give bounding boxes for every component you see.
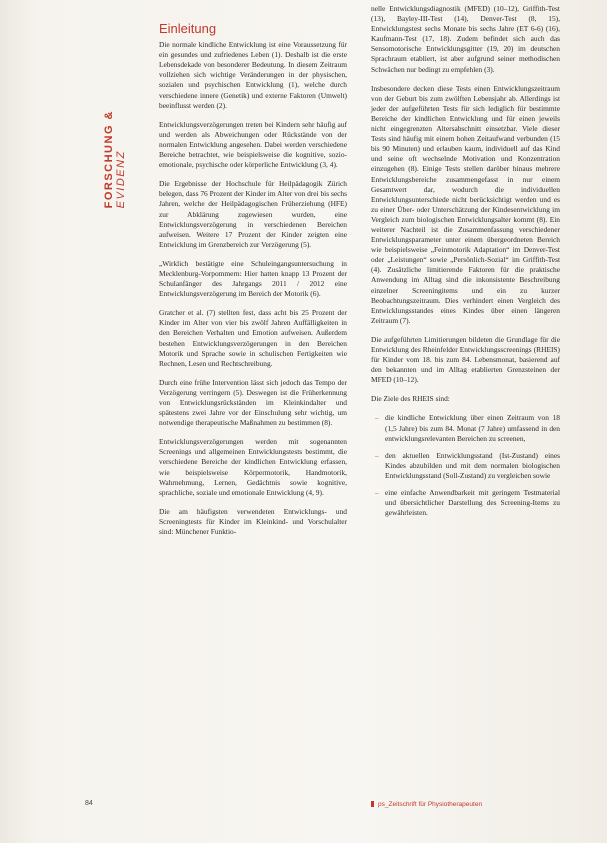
goals-list [371, 413, 560, 518]
paragraph: Die Ergebnisse der Hochschule für Heilpädagogik Zürich belegen, dass 76 Prozent der Kinder im Alter von drei bis sechs Jahren, welche der Heilpädagogischen Früherziehung (HFE) zur Abklärung zugewiesen wurden, eine Entwicklungsverzögerung in verschiedenen Bereichen aufweisen. Weitere 17 Prozent der Kinder zeigten eine Entwicklung im Grenzbereich zur Verzögerung (5). [159, 179, 347, 249]
list-item: – den aktuellen Entwicklungsstand (Ist-Zustand) eines Kindes abzubilden und mit dem normalen biologischen Entwicklungsstand (Soll-Zustand) zu vergleichen sowie [379, 451, 560, 481]
paragraph: Die aufgeführten Limitierungen bildeten die Grundlage für die Entwicklung des Rheinfelder Entwicklungsscreenings (RHEIS) für Kinder vom 18. bis zum 84. Lebensmonat, basierend auf den bekannten und im Alltag etablierten Grenzsteinen der MFED (10–12). [371, 334, 560, 385]
section-label-line1: FORSCHUNG & [103, 110, 115, 209]
paragraph: Die normale kindliche Entwicklung ist eine Voraussetzung für ein gesundes und zufriedenes Leben (1). Deshalb ist die erste Lebensdekade von besonderer Bedeutung. In diesem Zeitraum vollziehen sich wichtige Veränderungen in der physischen, sozialen und psychischen Entwicklung (1), welche durch verschiedene innere (Genetik) und externe Faktoren (Umwelt) beeinflusst werden (2). [159, 40, 347, 110]
footer-marker [371, 801, 374, 807]
section-label-line2: EVIDENZ [115, 150, 127, 209]
paragraph: Insbesondere decken diese Tests einen Entwicklungszeitraum von der Geburt bis zum zwölften Lebensjahr ab. Allerdings ist jeder der aufgeführten Tests für sich lediglich für bestimmte Bereiche der kindlichen Entwicklung und für einen jeweils nicht eingegrenzten Altersabschnitt einsetzbar. Viele dieser Tests sind häufig mit einem hohen Zeitaufwand verbunden (15 bis 90 Minuten) und erlauben kaum, individuell auf das Kind und seine oft wechselnde Motivation und Konzentration einzugehen (8). Einige Tests stellen darüber hinaus mehrere Entwicklungsbereiche zusammengefasst in nur einem Gesamtwert dar, wodurch die individuellen Entwicklungsunterschiede nicht berücksichtigt werden und es zu einer Über- oder Unterschätzung der Kindesentwicklung im Vergleich zum biologischen Entwicklungsalter kommt (8). Ein weiterer Nachteil ist die Zusammenfassung verschiedener Entwicklungsparameter unter einem übergeordneten Bereich wie beispielsweise „Feinmotorik Adaptation“ im Denver-Test oder „Leistungen“ sowie „Persönlich-Sozial“ im Griffith-Test (4). Zusätzliche limitierende Faktoren für die praktische Anwendung im Alltag sind die inkonsistente Beschreibung einzelner Screeningitems und ein zu kurzer Beobachtungszeitraum. Dies verhindert einen Vergleich des Entwicklungsstandes eines Kindes über einen längeren Zeitraum (7). [371, 83, 560, 325]
section-heading: Einleitung [159, 21, 217, 36]
paragraph: „Wirklich bestätigte eine Schuleingangsuntersuchung in Mecklenburg-Vorpommern: Hier hatten knapp 13 Prozent der Schulanfänger des Jahrgangs 2011 / 2012 eine Entwicklungsverzögerung im Bereich der Motorik (6). [159, 258, 347, 299]
paragraph: nelle Entwicklungsdiagnostik (MFED) (10–12), Griffith-Test (13), Bayley-III-Test (14), Denver-Test (8, 15), Entwicklungstest sechs Monate bis sechs Jahre (ET 6-6) (16), Kaufmann-Test (17, 18). Zudem befindet sich auch das Sensomotorische Entwicklungsgitter (19, 20) im deutschen Sprachraum etabliert, ist aber aufgrund seiner methodischen Schwächen nur bedingt zu empfehlen (3). [371, 4, 560, 74]
section-label [103, 110, 127, 208]
page-number: 84 [85, 800, 93, 807]
paragraph: Durch eine frühe Intervention lässt sich jedoch das Tempo der Verzögerung verringern (5). Deswegen ist die Früherkennung von Entwicklungsrückständen im Kleinkindalter und spätestens zwei Jahre vor der Einschulung sehr wichtig, um notwendige therapeutische Maßnahmen zu bestimmen (8). [159, 377, 347, 428]
paragraph: Gratcher et al. (7) stellten fest, dass acht bis 25 Prozent der Kinder im Alter von vier bis zwölf Jahren Auffälligkeiten in den Bereichen Verhalten und Emotion aufweisen. Außerdem bestehen Entwicklungsverzögerungen in den Bereichen Motorik und Sprache sowie in schulischen Fertigkeiten wie Rechnen, Lesen und Rechtschreibung. [159, 308, 347, 368]
right-column [371, 4, 560, 525]
paragraph: Die am häufigsten verwendeten Entwicklungs- und Screeningtests für Kinder im Kleinkind- und Vorschulalter sind: Münchener Funktio- [159, 506, 347, 537]
journal-footer [371, 801, 482, 808]
paragraph: Die Ziele des RHEIS sind: [371, 394, 450, 404]
paragraph: Entwicklungsverzögerungen werden mit sogenannten Screenings und allgemeinen Entwicklungstests bestimmt, die verschiedene Bereiche der kindlichen Entwicklung erfassen, wie beispielsweise Körpermotorik, Handmotorik, Wahrnehmung, Lernen, Gedächtnis sowie kognitive, sprachliche, soziale und emotionale Entwicklung (4, 9). [159, 437, 347, 497]
list-item: – die kindliche Entwicklung über einen Zeitraum von 18 (1,5 Jahre) bis zum 84. Monat (7 Jahre) umfassend in den entwicklungsrelevanten Bereichen zu screenen, [379, 413, 560, 443]
paragraph: Entwicklungsverzögerungen treten bei Kindern sehr häufig auf und werden als Abweichungen oder Rückstände von der normalen Entwicklung angesehen. Dabei werden verschiedene Bereiche betrachtet, wie beispielsweise die kognitive, sozio-emotionale, psychische oder körperliche Entwicklung (3, 4). [159, 119, 347, 170]
left-column [159, 18, 347, 546]
journal-name: ps_Zeitschrift für Physiotherapeuten [378, 801, 483, 808]
list-item: – eine einfache Anwendbarkeit mit geringem Testmaterial und übersichtlicher Darstellung des Screening-Items zu gewährleisten. [379, 488, 560, 518]
